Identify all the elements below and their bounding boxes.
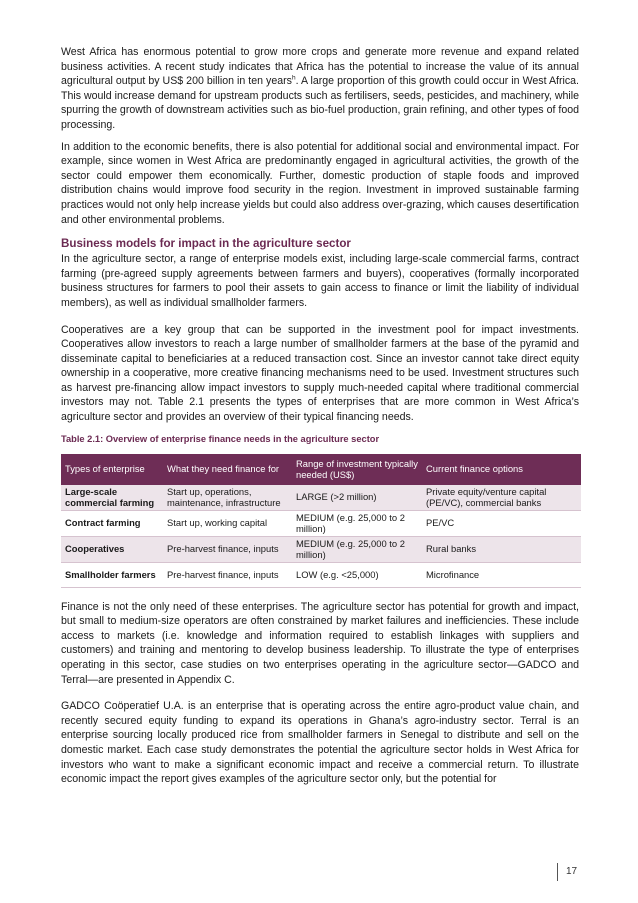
table-row: [61, 510, 581, 536]
table-cell: MEDIUM (e.g. 25,000 to 2 million): [292, 536, 422, 562]
table-row: [61, 485, 581, 511]
table-cell: Start up, working capital: [163, 510, 292, 536]
table-cell: Start up, operations, maintenance, infrastructure: [163, 485, 292, 511]
table-caption: Table 2.1: Overview of enterprise finance needs in the agriculture sector: [61, 433, 380, 444]
table-row: [61, 562, 581, 587]
table-cell: Pre-harvest finance, inputs: [163, 562, 292, 587]
section-heading: Business models for impact in the agriculture sector: [61, 237, 351, 251]
table-header-cell: Range of investment typically needed (US$): [292, 454, 422, 485]
paragraph-cooperatives: Cooperatives are a key group that can be supported in the investment pool for impact investments. Cooperatives allow investors to reach a large number of smallholder farmers at the base of the pyramid and disseminate capital to beneficiaries at a reduced transaction cost. Since an investor cannot take direct equity ownership in a cooperative, more creative financing mechanisms need to be used. Investment structures such as harvest pre-financing allow impact investors to supply much-needed capital where traditional commercial investors may not. Table 2.1 presents the types of enterprises that are more common in West Africa’s agriculture sector and provides an overview of their typical financing needs.: [61, 323, 579, 424]
finance-needs-table: [61, 454, 581, 588]
table-header-cell: Types of enterprise: [61, 454, 163, 485]
table-cell: Cooperatives: [61, 536, 163, 562]
table-cell: Contract farming: [61, 510, 163, 536]
paragraph-social-impact: In addition to the economic benefits, there is also potential for additional social and environmental impact. For example, since women in West Africa are predominantly engaged in agricultural activities, the growth of the sector could empower them economically. Further, domestic production of staple foods and improved distribution chains would improve food security in the region. Investment in improved sustainable farming practices would not only help increase yields but could also address over-grazing, which causes desertification and other environmental problems.: [61, 140, 579, 226]
footnote-marker[interactable]: h: [291, 74, 296, 82]
table-cell: Pre-harvest finance, inputs: [163, 536, 292, 562]
table-cell: Smallholder farmers: [61, 562, 163, 587]
table-cell: LARGE (>2 million): [292, 485, 422, 511]
table-row: [61, 536, 581, 562]
paragraph-case-studies: GADCO Coöperatief U.A. is an enterprise that is operating across the entire agro-product value chain, and recently secured equity funding to expand its operations in Ghana’s agro-industry sector. Terral is an enterprise sourcing locally produced rice from smallholder farmers in Senegal to distribute and sell on the domestic market. Each case study demonstrates the potential the agriculture sector holds in West Africa for investors who want to make a significant economic impact and receive a commercial return. To illustrate economic impact the report gives examples of the agriculture sector only, but the potential for: [61, 700, 579, 786]
paragraph-economic-potential: West Africa has enormous potential to grow more crops and generate more revenue and expand related business activities. A recent study indicates that Africa has the potential to increase the value of its annual agricultural output by US$ 200 billion in ten years$^h$. A large proportion of this growth could occur in West Africa. This would increase demand for upstream products such as fertilisers, seeds, pesticides, and machinery, while spurring the growth of downstream activities such as bio-fuel production, grain refining, and other types of food processing.: [61, 46, 579, 131]
paragraph-finance-needs: Finance is not the only need of these enterprises. The agriculture sector has potential for growth and impact, but small to medium-size operators are often constrained by market failures and inefficiencies. These include access to markets (i.e. knowledge and information required to establish linkages with suppliers and customers) and training and mentoring to develop business leadership. To illustrate the type of enterprises operating in this sector, case studies on two enterprises operating in the agriculture sector—GADCO and Terral—are presented in Appendix C.: [61, 600, 579, 686]
paragraph-enterprise-models: In the agriculture sector, a range of enterprise models exist, including large-scale commercial farms, contract farming (pre-agreed supply agreements between farmers and buyers), cooperatives (formally incorporated business structures for farmers to pool their assets to gain access to finance or limit the liability of individual members), as well as individual smallholder farmers.: [61, 253, 579, 309]
table-cell: Rural banks: [422, 536, 581, 562]
table-cell: Microfinance: [422, 562, 581, 587]
table-cell: MEDIUM (e.g. 25,000 to 2 million): [292, 510, 422, 536]
table-cell: PE/VC: [422, 510, 581, 536]
table-cell: Large-scale commercial farming: [61, 485, 163, 511]
table-header-cell: Current finance options: [422, 454, 581, 485]
table-cell: LOW (e.g. <25,000): [292, 562, 422, 587]
table-header-cell: What they need finance for: [163, 454, 292, 485]
table-cell: Private equity/venture capital (PE/VC), commercial banks: [422, 485, 581, 511]
table-header-row: [61, 454, 581, 485]
document-page: [61, 45, 579, 794]
page-number: 17: [557, 863, 577, 881]
